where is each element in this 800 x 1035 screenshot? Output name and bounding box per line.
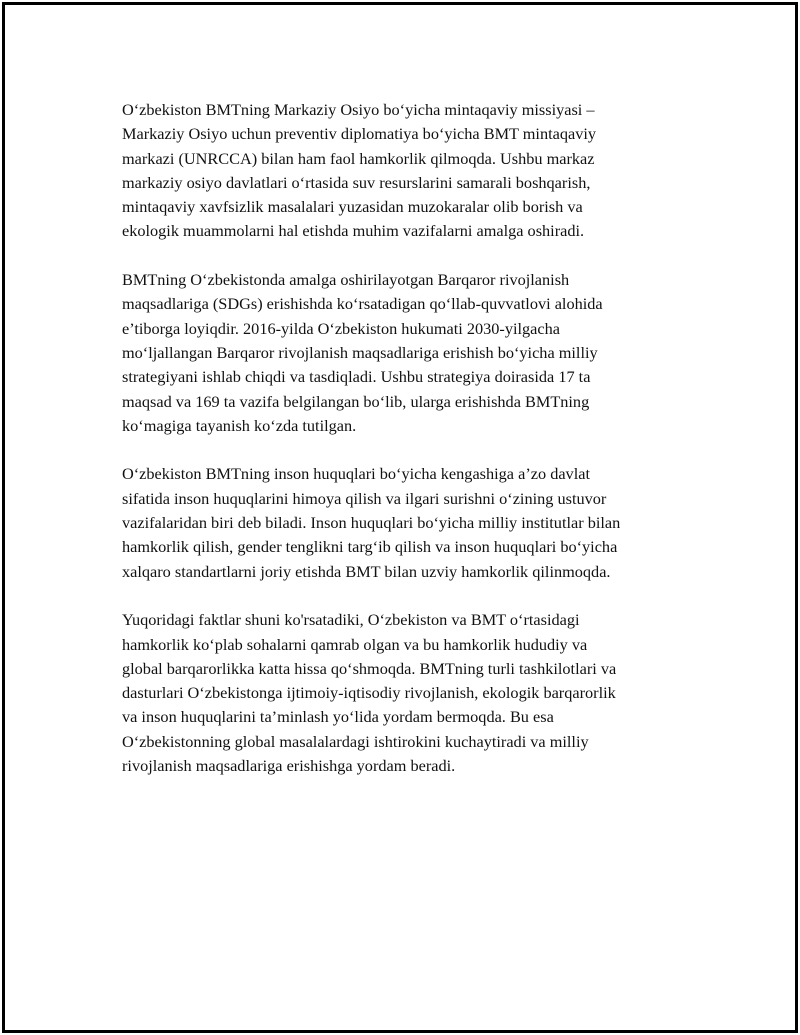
paragraph-unrcca	[122, 98, 702, 244]
text-line: hamkorlik qilish, gender tenglikni targ‘ib qilish va inson huquqlari bo‘yicha	[122, 537, 618, 557]
text-line: markaziy osiyo davlatlari o‘rtasida suv resurslarini samarali boshqarish,	[122, 172, 591, 192]
text-line: mo‘ljallangan Barqaror rivojlanish maqsadlariga erishish bo‘yicha milliy	[122, 342, 598, 362]
text-line: vazifalaridan biri deb biladi. Inson huquqlari bo‘yicha milliy institutlar bilan	[122, 513, 621, 533]
text-line: ko‘magiga tayanish ko‘zda tutilgan.	[122, 415, 357, 435]
text-line: rivojlanish maqsadlariga erishishga yordam beradi.	[122, 756, 456, 776]
text-line: maqsad va 169 ta vazifa belgilangan bo‘lib, ularga erishishda BMTning	[122, 391, 590, 411]
text-line: dasturlari O‘zbekistonga ijtimoiy-iqtisodiy rivojlanish, ekologik barqarorlik	[122, 683, 616, 703]
text-line: O‘zbekiston BMTning Markaziy Osiyo bo‘yicha mintaqaviy missiyasi –	[122, 100, 595, 119]
paragraph-sdgs	[122, 268, 702, 438]
text-line: maqsadlariga (SDGs) erishishda ko‘rsatadigan qo‘llab-quvvatlovi alohida	[122, 294, 603, 314]
text-line: markazi (UNRCCA) bilan ham faol hamkorlik qilmoqda. Ushbu markaz	[122, 148, 595, 168]
text-line: O‘zbekiston BMTning inson huquqlari bo‘yicha kengashiga a’zo davlat	[122, 464, 590, 484]
page-frame	[2, 2, 798, 1033]
paragraph-conclusion	[122, 608, 702, 778]
text-line: xalqaro standartlarni joriy etishda BMT bilan uzviy hamkorlik qilinmoqda.	[122, 561, 611, 581]
text-line: hamkorlik ko‘plab sohalarni qamrab olgan va bu hamkorlik hududiy va	[122, 634, 588, 654]
text-line: sifatida inson huquqlarini himoya qilish va ilgari surishni o‘zining ustuvor	[122, 488, 607, 508]
text-line: global barqarorlikka katta hissa qo‘shmoqda. BMTning turli tashkilotlari va	[122, 658, 617, 678]
document-body	[122, 98, 702, 803]
text-line: e’tiborga loyiqdir. 2016-yilda O‘zbekiston hukumati 2030-yilgacha	[122, 318, 561, 338]
text-line: va inson huquqlarini ta’minlash yo‘lida yordam bermoqda. Bu esa	[122, 707, 554, 727]
text-line: strategiyani ishlab chiqdi va tasdiqladi. Ushbu strategiya doirasida 17 ta	[122, 367, 591, 387]
text-line: BMTning O‘zbekistonda amalga oshirilayotgan Barqaror rivojlanish	[122, 270, 570, 290]
text-line: ekologik muammolarni hal etishda muhim vazifalarni amalga oshiradi.	[122, 221, 585, 241]
text-line: O‘zbekistonning global masalalardagi ishtirokini kuchaytiradi va milliy	[122, 731, 589, 751]
text-line: mintaqaviy xavfsizlik masalalari yuzasidan muzokaralar olib borish va	[122, 197, 583, 217]
text-line: Markaziy Osiyo uchun preventiv diplomatiya bo‘yicha BMT mintaqaviy	[122, 124, 597, 144]
paragraph-human-rights	[122, 462, 702, 583]
text-line: Yuqoridagi faktlar shuni ko'rsatadiki, O‘zbekiston va BMT o‘rtasidagi	[122, 610, 580, 630]
